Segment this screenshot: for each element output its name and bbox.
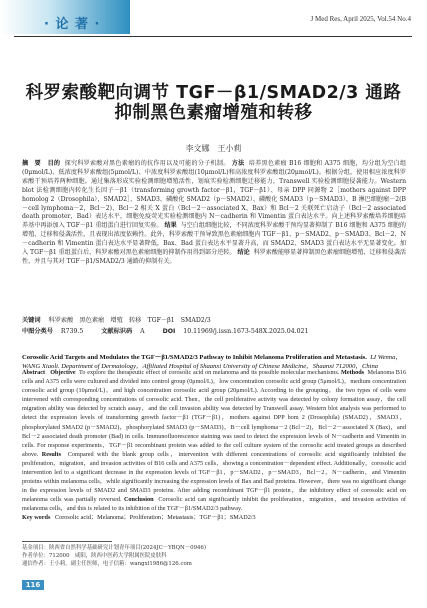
keywords-en-text: Corosolic acid；Melanoma；Proliferation；Metastasis；TGF－β1；SMAD2/3 [55,514,256,521]
abstract-english [22,368,406,514]
methods-label: 方法 [231,160,245,167]
keywords-cn [22,315,211,324]
footnote-divider [22,541,112,542]
footnote-correspondence: 通信作者：王小莉，副主任医师，电子信箱：wangxl1986@126.com [22,561,192,567]
methods-en-label: Methods [341,369,365,376]
english-authors: LI Wenna，WANG Xiaoli. Department of Dermatology，Affiliated Hospital of Shaanxi University of Chinese Medicine，Shaanxi 712000，China [22,354,402,370]
clc-value: R739.5 [60,328,84,335]
doc-code-value: A [140,328,145,335]
authors: 李文娜 王小莉 [185,144,242,153]
conclusion-label: 结论 [237,249,250,257]
conclusion-en-text: Corosolic acid can significantly inhibit the proliferation，migration，and invasion activities of melanoma cells，and this is related to its inhibition of the TGF－β1/SMAD2/3 pathway. [22,496,406,513]
english-title-text: Corosolic Acid Targets and Modulates the TGF－β1/SMAD2/3 Pathway to Inhibit Melanoma Proliferation and Metastasis. [22,354,367,361]
article-title-line2: 抑制黑色素瘤增殖和转移 [114,103,313,123]
results-label: 结果 [164,222,177,230]
abstract-chinese [22,160,406,267]
abstract-en-label: Abstract [22,369,46,376]
conclusion-text: 科罗索酸能够显著抑制黑色素瘤细胞增殖、迁移和侵袭活性，并且与其对 TGF－β1/SMAD2/3 通路的抑制有关。 [22,249,407,265]
objective-label: 目的 [47,160,61,167]
results-en-text: Compared with the blank group cells，intervention with different concentrations of corosolic acid significantly inhibited the proliferation，migration，and invasion activities of B16 cells and A375 cells，showing a concentration－dependent effect. Additionally，corosolic acid intervention led to a significant decrease in the expression levels of TGF－β1，p－SMAD2，p－SMAD3，Bcl－2，N－cadherin，and Vimentin proteins within melanoma cells，while significantly increasing the expression levels of Bax and Bad proteins. However，there was no significant change in the expression levels of SMAD2 and SMAD3 proteins. After adding recombinant TGF－β1 protein，the inhibitory effect of corosolic acid on melanoma cells was partially reversed. [22,450,407,504]
page-number: 116 [22,580,44,590]
doi-label: DOI [162,328,176,335]
journal-citation: J Med Res, April 2025, Vol.54 No.4 [310,15,411,23]
abstract-label: 摘 要 [22,160,42,167]
objective-en-text: To explore the therapeutic effect of corosolic acid on melanoma and its possible molecular mechanisms. [79,369,340,376]
classification-row [22,326,308,335]
footnote-fund: 基金项目：陕西省自然科学基础研究计划青年项目(2024JC－YBQN－0946) [22,545,206,551]
header-divider [14,36,412,37]
methods-en-text: Melanoma B16 cells and A375 cells were cultured and divided into control group (0μmol/L)，low concentration corosolic acid group (5μmol/L)，medium concentration corosolic acid group (10μmol/L)，and high concentration corosolic acid group (20μmol/L). According to the grouping，the two types of cells were intervened with corresponding concentrations of corosolic acid. Then，the cell proliferative activity was detected by colony formation assay，the cell migration ability was detected by scratch assay，and the cell invasion ability was detected by Transwell assay. Western blot analysis was performed to detect the expression levels of transforming growth factor－β1 (TGF－β1)，mothers against DPP hom 2 (Drosophila) (SMAD2)，SMAD3，phosphorylated SMAD2 (p－SMAD2)，phosphorylated SMAD3 (p－SMAD3)，B－cell lymphoma－2 (Bcl－2)，Bcl－2－associated X (Bax)，and Bcl－2 associated death promoter (Bad) in cells. Immunofluorescence staining was used to detect the expression levels of N－cadherin and Vimentin in cells. For response experiments，TGF－β1 recombinant protein was added to the cell culture system of the corosolic acid treated groups as described above. [22,369,407,458]
objective-en-label: Objective [50,369,76,376]
results-text: 与空白组细胞比较，不同浓度科罗索酸干预均显著抑制了 B16 细胞和 A375 细胞的增殖、迁移和侵袭活性，且表现出浓度依赖性。此外，科罗索酸干预导致黑色素瘤细胞内 TGF－β1、p－SMAD2、p－SMAD3、Bcl－2、N－cadherin 和 Vimentin 蛋白表达水平显著降低，Bax、Bad 蛋白表达水平显著升高，而 SMAD2、SMAD3 蛋白表达水平无显著变化。加入 TGF－β1 重组蛋白后，科罗索酸对黑色素瘤细胞的抑制作用得到部分逆转。 [22,222,407,257]
objective-text: 探究科罗索酸对黑色素瘤的的抗作用以及可能的分子机制。 [64,160,230,167]
keywords-text: 科罗索酸 黑色素瘤 增殖 转移 TGF－β1 SMAD2/3 [48,317,211,324]
article-title-line1: 科罗索酸靶向调节 TGF－β1/SMAD2/3 通路 [25,83,402,103]
doi-value: 10.11969/j.issn.1673-548X.2025.04.021 [183,328,309,335]
page-header [0,0,427,40]
keywords-en [22,512,406,521]
clc-label: 中图分类号 [22,328,53,335]
footnote-affiliation: 作者单位：712000 咸阳，陕西中医药大学附属医院皮肤科 [22,553,167,559]
section-tag: · 论 著 · [44,17,101,32]
results-en-label: Results [41,450,61,458]
methods-text: 培养黑色素瘤 B16 细胞和 A375 细胞，均分组为空白组(0μmol/L)、低浓度科罗索酸组(5μmol/L)、中浓度科罗索酸组(10μmol/L)和高浓度科罗索酸组(20μmol/L)。根据分组，使用相应浓度科罗索酸干预培养两种细胞。通过集落形成实验检测细胞增殖活性，划痕实验检测细胞迁移能力，Transwell 实验检测细胞侵袭能力。Western blot 法检测细胞内转化生长因子－β1（transforming growth factor－β1，TGF－β1）、母亲 DPP 同源物 2［mothers against DPP homolog 2（Drosophila），SMAD2］、SMAD3、磷酸化 SMAD2（p－SMAD2）、磷酸化 SMAD3（p－SMAD3）、B 淋巴细胞瘤－2(B－cell lymphoma－2，Bcl－2)、Bcl－2 相关 X 蛋白（Bcl－2－associated X，Bax）和 Bcl－2 关联死亡启动子（Bcl－2 associated death promoter，Bad）表达水平，细胞免疫荧光实验检测细胞内 N－cadherin 和 Vimentin 蛋白表达水平。向上述科罗索酸培养细胞培养基中再添加入 TGF－β1 重组蛋白进行回复实验。 [22,160,407,230]
conclusion-en-label: Conclusion [123,496,154,504]
keywords-label: 关键词 [22,317,41,324]
keywords-en-label: Key words [22,514,51,521]
doc-code-label: 文献标识码 [101,328,133,335]
